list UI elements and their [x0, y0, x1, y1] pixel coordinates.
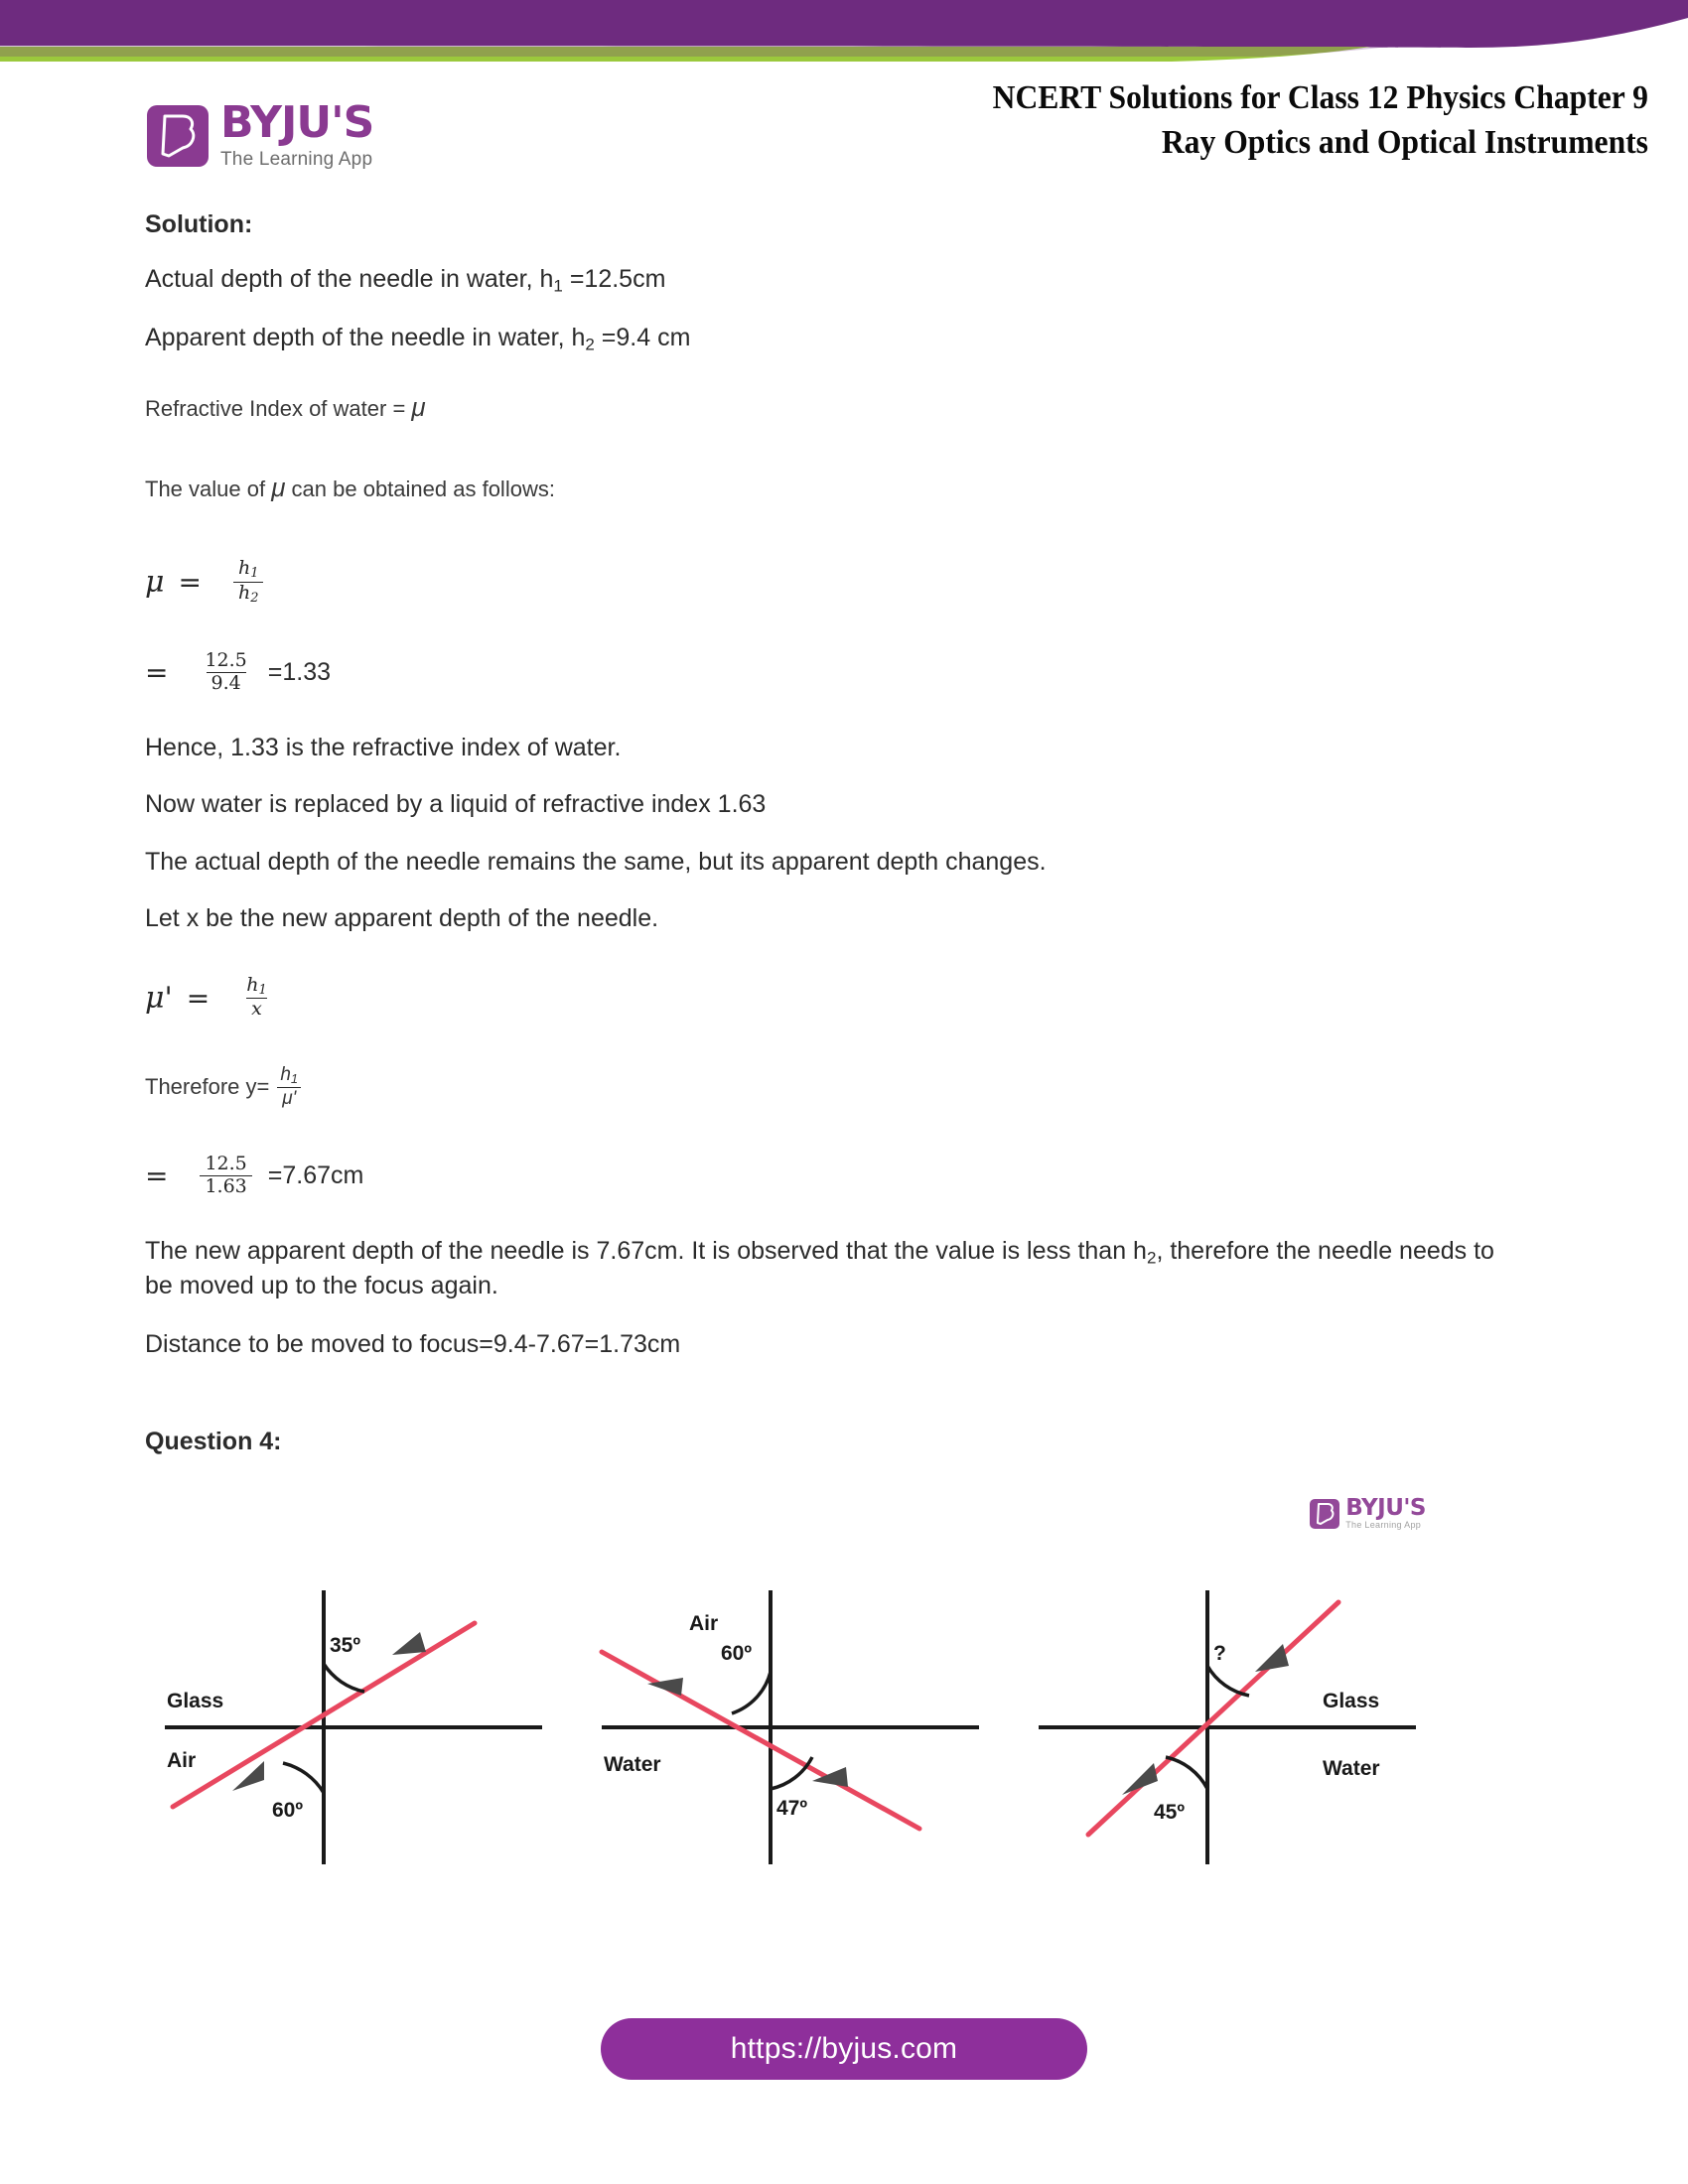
eq5-numerator: 12.5: [205, 1153, 247, 1175]
diagram2-medium-bottom-label: Water: [604, 1753, 661, 1776]
byjus-watermark: [1310, 1497, 1426, 1530]
value-of-prefix: The value of: [145, 477, 272, 502]
mu-symbol-2: μ: [271, 473, 286, 503]
diagram2-angle-bottom-label: 47º: [776, 1797, 808, 1820]
eq1-lhs: μ: [145, 565, 165, 600]
equation-mu-definition: [145, 559, 1535, 606]
page-title-line-1: NCERT Solutions for Class 12 Physics Chapter 9: [992, 79, 1648, 116]
diagram2-angle-top-label: 60º: [721, 1642, 753, 1665]
eq2-denominator: 9.4: [207, 672, 246, 694]
eq3-fraction: [241, 973, 271, 1021]
para-new-apparent-depth: [145, 1235, 1505, 1303]
byjus-logo: [147, 97, 374, 171]
equation-mu-value: [145, 648, 1535, 694]
byjus-url-label: https://byjus.com: [730, 2032, 958, 2065]
line-therefore-y: [145, 1065, 1535, 1109]
apparent-depth-subscript: 2: [585, 335, 595, 354]
para-let-x: Let x be the new apparent depth of the needle.: [145, 904, 659, 933]
diagram1-medium-bottom-label: Air: [167, 1749, 197, 1772]
eq1-numerator: $h_1$: [237, 557, 259, 582]
diagram1-angle-top-label: 35º: [330, 1634, 361, 1657]
para-distance-moved: Distance to be moved to focus=9.4-7.67=1.73cm: [145, 1330, 681, 1359]
eq3-numerator: $h_1$: [246, 973, 267, 998]
line-refractive-index: [145, 390, 1535, 425]
eq5-result: =7.67cm: [267, 1161, 364, 1190]
apparent-depth-text: Apparent depth of the needle in water, h: [145, 324, 586, 352]
diagram3-angle-bottom-label: 45º: [1154, 1801, 1186, 1824]
therefore-label: Therefore y=: [145, 1074, 270, 1100]
line-actual-depth: [145, 263, 1535, 298]
eq4-numerator: $h_1$: [280, 1064, 299, 1087]
eq2-result: =1.33: [267, 657, 332, 686]
question-heading: Question 4:: [145, 1427, 282, 1455]
line-value-of-mu: [145, 471, 1535, 505]
byjus-logo-title: BYJU'S: [220, 97, 374, 148]
actual-depth-text: Actual depth of the needle in water, h: [145, 265, 554, 293]
diagram2-medium-top-label: Air: [689, 1612, 719, 1635]
line-apparent-depth: [145, 322, 1535, 356]
solution-heading: Solution:: [145, 210, 253, 238]
refraction-diagram-air-water: [582, 1569, 1019, 1871]
equation-new-depth: [145, 1155, 1535, 1197]
byjus-watermark-title: BYJU'S: [1345, 1495, 1426, 1521]
eq3-equals: =: [186, 981, 211, 1015]
diagram-row: [145, 1569, 1555, 1871]
diagram3-medium-top-label: Glass: [1323, 1690, 1380, 1712]
equation-mu-prime: [145, 973, 1535, 1021]
eq2-numerator: 12.5: [205, 648, 247, 671]
eq5-equals: =: [145, 1160, 169, 1193]
top-decorative-banner: [0, 0, 1688, 62]
diagram1-angle-bottom-label: 60º: [272, 1799, 304, 1822]
eq3-denominator: x: [246, 998, 267, 1020]
byjus-watermark-mark-icon: [1310, 1499, 1339, 1529]
solution-content: [145, 210, 1535, 1456]
para-hence: Hence, 1.33 is the refractive index of water.: [145, 733, 622, 761]
value-of-suffix: can be obtained as follows:: [285, 477, 555, 502]
mu-symbol: μ: [411, 392, 426, 423]
para-actual-depth-same: The actual depth of the needle remains the same, but its apparent depth changes.: [145, 847, 1047, 876]
actual-depth-value: =12.5cm: [562, 265, 666, 293]
eq4-fraction: [275, 1065, 303, 1109]
refraction-diagram-glass-air: [145, 1569, 582, 1871]
eq2-equals: =: [145, 655, 169, 689]
new-depth-text-pre: The new apparent depth of the needle is 7.67cm. It is observed that the value is less than h: [145, 1236, 1147, 1265]
figure-question-4: [145, 1489, 1555, 1926]
refractive-index-label: Refractive Index of water =: [145, 396, 412, 422]
eq4-denominator: μ': [277, 1087, 301, 1109]
eq5-denominator: 1.63: [200, 1175, 251, 1197]
byjus-logo-mark-icon: [147, 105, 209, 167]
para-now-water: Now water is replaced by a liquid of refractive index 1.63: [145, 790, 767, 819]
eq3-lhs: μ': [145, 980, 173, 1016]
apparent-depth-value: =9.4 cm: [594, 324, 691, 352]
actual-depth-subscript: 1: [553, 276, 563, 296]
refraction-diagram-glass-water: [1019, 1569, 1476, 1871]
eq1-fraction: [233, 559, 263, 606]
byjus-logo-subtitle: The Learning App: [220, 149, 373, 170]
diagram3-angle-top-label: ?: [1213, 1642, 1226, 1665]
diagram1-medium-top-label: Glass: [167, 1690, 224, 1712]
page-title-line-2: Ray Optics and Optical Instruments: [1161, 123, 1648, 161]
eq2-fraction: [200, 648, 251, 694]
eq1-denominator: $h_2$: [233, 582, 263, 606]
page-title: [669, 77, 1648, 164]
byjus-url-button[interactable]: [601, 2018, 1087, 2080]
diagram3-medium-bottom-label: Water: [1323, 1757, 1380, 1780]
eq5-fraction: [200, 1155, 251, 1197]
eq1-equals: =: [178, 566, 202, 599]
byjus-watermark-subtitle: The Learning App: [1345, 1520, 1422, 1530]
new-depth-text-post: , therefore the needle needs to be moved up to the focus again.: [145, 1236, 1494, 1299]
new-depth-subscript: 2: [1146, 1248, 1157, 1268]
